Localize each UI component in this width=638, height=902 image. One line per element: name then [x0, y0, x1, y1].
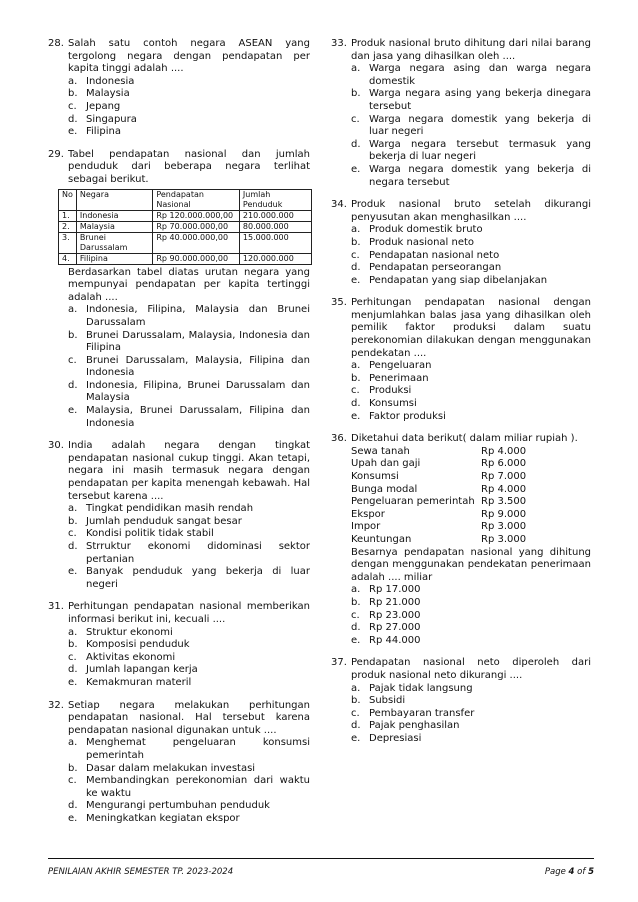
table-cell: 80.000.000 [239, 221, 311, 232]
answer-option [68, 503, 310, 516]
answer-option [68, 566, 310, 591]
option-letter: b. [68, 639, 78, 651]
option-letter: b. [68, 329, 78, 341]
table-row [59, 232, 312, 253]
option-letter: c. [351, 249, 360, 261]
option-letter: a. [351, 360, 361, 372]
question-item [331, 433, 591, 647]
option-letter: a. [351, 584, 361, 596]
answer-option [351, 360, 591, 373]
option-text: Rp 23.000 [369, 609, 421, 621]
question-item [48, 700, 310, 826]
option-text: Brunei Darussalam, Malaysia, Filipina dan Indonesia [86, 354, 310, 379]
data-value: Rp 9.000 [481, 508, 527, 520]
data-value: Rp 3.500 [481, 496, 527, 508]
option-letter: d. [68, 541, 78, 552]
option-letter: a. [351, 63, 361, 75]
table-row [59, 210, 312, 221]
table-header-cell: No [59, 189, 77, 210]
option-text: Banyak penduduk yang bekerja di luar negeri [86, 566, 310, 590]
option-text: Menghemat pengeluaran konsumsi pemerintah [86, 737, 310, 761]
option-letter: d. [68, 113, 78, 125]
data-value: Rp 3.000 [481, 521, 527, 533]
option-text: Malaysia, Brunei Darussalam, Filipina dan Indonesia [86, 405, 310, 429]
option-text: Rp 21.000 [369, 596, 421, 608]
table-header-cell: Jumlah Penduduk [239, 189, 311, 210]
option-letter: a. [68, 75, 78, 87]
answer-option [68, 405, 310, 430]
option-text: Subsidi [369, 695, 406, 707]
answer-option [351, 584, 591, 597]
option-letter: c. [351, 113, 360, 125]
question-number: 33. [331, 38, 347, 49]
option-letter: a. [68, 626, 78, 638]
table-cell: Malaysia [76, 221, 152, 232]
table-row [59, 253, 312, 264]
table-cell: Rp 70.000.000,00 [153, 221, 240, 232]
option-letter: c. [68, 354, 77, 366]
option-text: Meningkatkan kegiatan ekspor [86, 812, 240, 824]
option-text: Produk domestik bruto [369, 224, 483, 236]
option-letter: d. [351, 138, 361, 150]
answer-option [351, 114, 591, 139]
option-text: Warga negara tersebut termasuk yang bekerja di luar negeri [369, 138, 591, 163]
answer-option [351, 88, 591, 113]
answer-option [351, 139, 591, 164]
data-row [351, 471, 591, 484]
option-text: Mengurangi pertumbuhan penduduk [86, 800, 270, 812]
question-number: 37. [331, 657, 347, 669]
table-cell: Rp 40.000.000,00 [153, 232, 240, 253]
option-text: Komposisi penduduk [86, 639, 190, 651]
option-letter: e. [351, 634, 361, 646]
footer-page-number: Page 4 of 5 [544, 867, 594, 877]
right-column [331, 38, 591, 755]
question-text: Salah satu contoh negara ASEAN yang tergolong negara dengan pendapatan per kapita tinggi adalah .... [68, 38, 310, 75]
question-text: Tabel pendapatan nasional dan jumlah penduduk dari beberapa negara terlihat sebagai berikut. [68, 148, 310, 185]
answer-option [351, 250, 591, 263]
question-number: 30. [48, 440, 64, 452]
data-value: Rp 4.000 [481, 445, 527, 457]
option-letter: e. [68, 126, 78, 138]
option-letter: a. [68, 503, 78, 515]
answer-option [68, 528, 310, 541]
answer-option [351, 398, 591, 411]
table-cell: Brunei Darussalam [76, 232, 152, 253]
option-letter: b. [351, 695, 361, 707]
data-row [351, 521, 591, 534]
table-cell: Filipina [76, 253, 152, 264]
option-letter: e. [68, 676, 78, 688]
left-column [48, 38, 310, 835]
question-number: 35. [331, 297, 347, 309]
question-item [48, 440, 310, 591]
option-letter: c. [351, 385, 360, 397]
option-text: Pajak penghasilan [369, 720, 460, 732]
option-text: Jepang [86, 100, 121, 112]
answer-option [68, 541, 310, 566]
option-text: Singapura [86, 113, 137, 125]
answer-option [351, 733, 591, 746]
question-text: India adalah negara dengan tingkat pendapatan nasional cukup tinggi. Akan tetapi, negara ini masih termasuk negara dengan pendapatan per kapita menengah kebawah. Hal tersebut karena .... [68, 440, 310, 502]
answer-option [68, 88, 310, 101]
option-text: Brunei Darussalam, Malaysia, Indonesia dan Filipina [86, 329, 310, 354]
data-row [351, 496, 591, 509]
answer-option [68, 101, 310, 114]
option-letter: d. [351, 622, 361, 634]
option-text: Struktur ekonomi [86, 626, 173, 638]
data-row [351, 484, 591, 497]
answer-option [68, 304, 310, 329]
option-text: Pajak tidak langsung [369, 682, 473, 694]
answer-option [351, 622, 591, 635]
option-text: Aktivitas ekonomi [86, 651, 176, 663]
question-text: Produk nasional bruto setelah dikurangi penyusutan akan menghasilkan .... [351, 199, 591, 223]
option-text: Pengeluaran [369, 360, 432, 372]
option-letter: a. [68, 737, 78, 749]
table-cell: 120.000.000 [239, 253, 311, 264]
question-text: Setiap negara melakukan perhitungan pendapatan nasional. Hal tersebut karena pendapatan nasional digunakan untuk .... [68, 699, 310, 736]
answer-option [68, 76, 310, 89]
option-text: Tingkat pendidikan masih rendah [86, 503, 254, 515]
option-text: Konsumsi [369, 398, 417, 410]
option-letter: e. [68, 405, 78, 417]
data-value: Rp 3.000 [481, 533, 527, 545]
question-item [331, 297, 591, 423]
answer-option [351, 597, 591, 610]
answer-option [68, 677, 310, 690]
table-header-row [59, 189, 312, 210]
data-label: Konsumsi [351, 471, 399, 482]
option-text: Pendapatan perseorangan [369, 262, 502, 274]
question-text-continued: Besarnya pendapatan nasional yang dihitung dengan menggunakan pendekatan penerimaan adalah .... miliar [351, 546, 591, 583]
option-letter: c. [68, 100, 77, 112]
option-letter: a. [68, 304, 78, 316]
answer-option [351, 237, 591, 250]
data-label: Impor [351, 521, 381, 533]
option-text: Indonesia, Filipina, Malaysia dan Brunei Darussalam [86, 304, 310, 328]
option-letter: b. [68, 515, 78, 527]
option-letter: d. [351, 398, 361, 410]
population-income-table [58, 189, 312, 265]
table-header-cell: Pendapatan Nasional [153, 189, 240, 210]
answer-option [351, 708, 591, 721]
option-text: Warga negara domestik yang bekerja di negara tersebut [369, 163, 591, 188]
table-cell: Indonesia [76, 210, 152, 221]
option-text: Jumlah lapangan kerja [86, 664, 198, 676]
option-letter: c. [68, 528, 77, 540]
option-letter: b. [351, 596, 361, 608]
question-text: Perhitungan pendapatan nasional dengan menjumlahkan balas jasa yang dihasilkan oleh pemilik faktor produksi dalam suatu perekonomian dilakukan dengan menggunakan pendekatan .... [351, 297, 591, 359]
question-item [48, 38, 310, 139]
data-row [351, 458, 591, 471]
data-label: Sewa tanah [351, 445, 410, 457]
option-letter: c. [68, 651, 77, 663]
answer-option [351, 635, 591, 648]
option-letter: b. [68, 88, 78, 100]
answer-option [68, 813, 310, 826]
option-letter: e. [68, 812, 78, 824]
option-letter: d. [68, 379, 78, 391]
footer-divider [48, 858, 594, 859]
data-row [351, 446, 591, 459]
question-number: 32. [48, 699, 64, 711]
question-item [331, 657, 591, 745]
question-text-continued: Berdasarkan tabel diatas urutan negara yang mempunyai pendapatan per kapita tertinggi adalah .... [68, 266, 310, 303]
option-letter: b. [351, 372, 361, 384]
answer-option [68, 380, 310, 405]
answer-option [351, 385, 591, 398]
option-text: Kondisi politik tidak stabil [86, 528, 214, 540]
option-letter: d. [351, 720, 361, 732]
question-number: 28. [48, 38, 64, 49]
option-letter: e. [351, 274, 361, 286]
option-letter: d. [351, 262, 361, 274]
table-cell: 3. [59, 232, 77, 253]
answer-option [351, 683, 591, 696]
footer-title: PENILAIAN AKHIR SEMESTER TP. 2023-2024 [48, 867, 234, 877]
answer-option [68, 126, 310, 139]
option-text: Depresiasi [369, 732, 422, 744]
data-value: Rp 7.000 [481, 471, 527, 482]
table-cell: 4. [59, 253, 77, 264]
option-text: Warga negara domestik yang bekerja di luar negeri [369, 113, 591, 138]
option-letter: c. [68, 775, 77, 787]
table-cell: 210.000.000 [239, 210, 311, 221]
option-text: Pendapatan yang siap dibelanjakan [369, 274, 548, 286]
answer-option [68, 652, 310, 665]
answer-option [68, 800, 310, 813]
option-text: Indonesia [86, 75, 135, 87]
answer-option [351, 275, 591, 288]
option-letter: a. [351, 682, 361, 694]
question-item [48, 149, 310, 431]
option-text: Membandingkan perekonomian dari waktu ke waktu [86, 775, 310, 799]
answer-option [351, 720, 591, 733]
option-letter: b. [351, 236, 361, 248]
answer-option [68, 355, 310, 380]
option-letter: e. [351, 163, 361, 175]
answer-option [68, 330, 310, 355]
data-value: Rp 6.000 [481, 458, 527, 470]
data-row [351, 534, 591, 547]
option-text: Faktor produksi [369, 410, 446, 422]
question-number: 34. [331, 199, 347, 211]
question-item [331, 199, 591, 287]
table-cell: Rp 90.000.000,00 [153, 253, 240, 264]
option-letter: d. [68, 800, 78, 812]
option-letter: b. [68, 762, 78, 774]
answer-option [68, 627, 310, 640]
answer-option [68, 114, 310, 127]
data-row [351, 509, 591, 522]
answer-option [351, 164, 591, 189]
table-cell: Rp 120.000.000,00 [153, 210, 240, 221]
option-text: Malaysia [86, 88, 130, 100]
answer-option [351, 411, 591, 424]
answer-option [351, 373, 591, 386]
option-text: Warga negara asing dan warga negara domestik [369, 63, 591, 87]
answer-option [68, 516, 310, 529]
option-letter: b. [351, 88, 361, 100]
answer-option [351, 262, 591, 275]
option-text: Rp 44.000 [369, 634, 421, 646]
option-letter: e. [351, 732, 361, 744]
data-label: Upah dan gaji [351, 458, 421, 470]
option-text: Penerimaan [369, 372, 429, 384]
table-cell: 2. [59, 221, 77, 232]
question-text: Perhitungan pendapatan nasional memberikan informasi berikut ini, kecuali .... [68, 601, 310, 625]
answer-option [68, 763, 310, 776]
option-text: Produksi [369, 385, 412, 397]
answer-option [68, 639, 310, 652]
table-cell: 1. [59, 210, 77, 221]
table-cell: 15.000.000 [239, 232, 311, 253]
data-label: Keuntungan [351, 533, 412, 545]
data-value: Rp 4.000 [481, 483, 527, 495]
option-text: Produk nasional neto [369, 236, 475, 248]
option-letter: e. [351, 410, 361, 422]
answer-option [68, 775, 310, 800]
option-text: Dasar dalam melakukan investasi [86, 762, 256, 774]
option-text: Pendapatan nasional neto [369, 249, 500, 261]
option-letter: e. [68, 566, 78, 578]
option-letter: c. [351, 609, 360, 621]
table-row [59, 221, 312, 232]
option-text: Rp 17.000 [369, 584, 421, 596]
option-text: Rp 27.000 [369, 622, 421, 634]
question-number: 29. [48, 148, 64, 160]
data-label: Ekspor [351, 508, 385, 520]
answer-option [351, 63, 591, 88]
table-header-cell: Negara [76, 189, 152, 210]
question-text: Produk nasional bruto dihitung dari nilai barang dan jasa yang dihasilkan oleh .... [351, 38, 591, 62]
question-item [331, 38, 591, 189]
option-text: Jumlah penduduk sangat besar [86, 515, 242, 527]
option-letter: d. [68, 664, 78, 676]
answer-option [351, 610, 591, 623]
option-text: Strruktur ekonomi didominasi sektor pertanian [86, 541, 310, 565]
option-letter: a. [351, 224, 361, 236]
question-number: 36. [331, 433, 347, 445]
data-label: Pengeluaran pemerintah [351, 496, 475, 508]
option-text: Filipina [86, 126, 121, 138]
answer-option [351, 224, 591, 237]
question-text: Diketahui data berikut( dalam miliar rupiah ). [351, 433, 578, 445]
question-item [48, 601, 310, 689]
option-letter: c. [351, 707, 360, 719]
option-text: Warga negara asing yang bekerja dinegara tersebut [369, 88, 591, 112]
option-text: Kemakmuran materil [86, 676, 192, 688]
data-label: Bunga modal [351, 483, 418, 495]
answer-option [68, 737, 310, 762]
answer-option [351, 695, 591, 708]
question-text: Pendapatan nasional neto diperoleh dari produk nasional neto dikurangi .... [351, 657, 591, 681]
question-number: 31. [48, 601, 64, 613]
answer-option [68, 664, 310, 677]
option-text: Pembayaran transfer [369, 707, 475, 719]
option-text: Indonesia, Filipina, Brunei Darussalam dan Malaysia [86, 379, 310, 404]
